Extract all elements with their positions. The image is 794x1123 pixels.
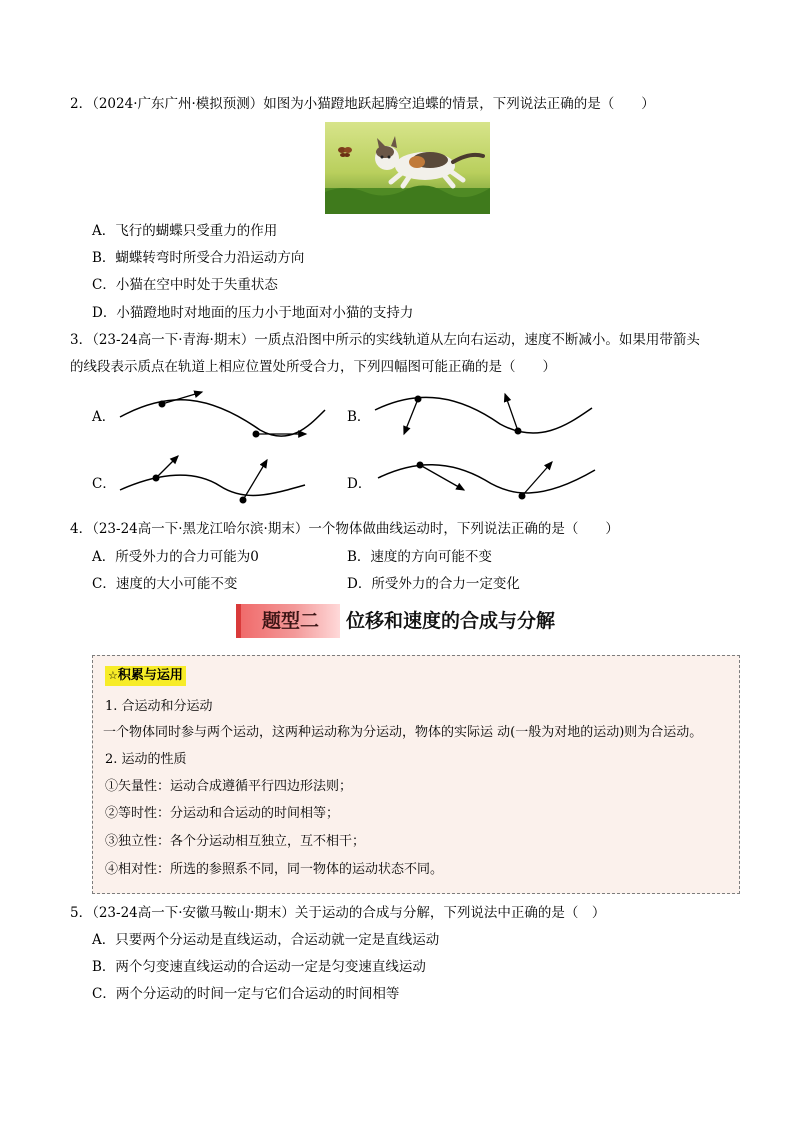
knowledge-box xyxy=(92,655,740,894)
knowledge-line-2: 一个物体同时参与两个运动，这两种运动称为分运动，物体的实际运 动(一般为对地的运动)则为合运动。 xyxy=(103,725,703,740)
diagram-b-label: B． xyxy=(347,409,371,425)
section-tag: 题型二 xyxy=(236,604,340,638)
knowledge-line-6: ③独立性：各个分运动相互独立，互不相干； xyxy=(105,834,366,849)
knowledge-box-title-text: 积累与运用 xyxy=(117,668,183,683)
q2-option-b: B．蝴蝶转弯时所受合力沿运动方向 xyxy=(92,250,305,266)
q2-option-d: D．小猫蹬地时对地面的压力小于地面对小猫的支持力 xyxy=(92,305,414,321)
diagram-a xyxy=(110,385,335,445)
kitten-butterfly-photo xyxy=(325,122,490,214)
knowledge-box-title xyxy=(105,666,186,686)
knowledge-line-7: ④相对性：所选的参照系不同，同一物体的运动状态不同。 xyxy=(105,862,444,877)
q3-stem-line2: 的线段表示质点在轨道上相应位置处所受合力，下列四幅图可能正确的是（ ） xyxy=(70,359,556,375)
q2-stem: 2．（2024·广东广州·模拟预测）如图为小猫蹬地跃起腾空追蝶的情景，下列说法正确的是（ ） xyxy=(70,96,655,112)
diagram-c xyxy=(110,450,310,510)
knowledge-line-5: ②等时性：分运动和合运动的时间相等； xyxy=(105,806,340,821)
q3-stem-line1: 3．（23-24高一下·青海·期末）一质点沿图中所示的实线轨道从左向右运动，速度不断减小。如果用带箭头 xyxy=(70,332,700,348)
q4-option-c: C．速度的大小可能不变 xyxy=(92,576,238,592)
knowledge-line-1: 1. 合运动和分运动 xyxy=(105,699,213,714)
section-title: 位移和速度的合成与分解 xyxy=(346,610,556,632)
knowledge-line-3: 2. 运动的性质 xyxy=(105,752,187,767)
q5-stem: 5．（23-24高一下·安徽马鞍山·期末）关于运动的合成与分解，下列说法中正确的是（ ） xyxy=(70,905,606,921)
diagram-d xyxy=(370,450,600,505)
diagram-c-label: C． xyxy=(92,476,116,492)
q5-option-b: B．两个匀变速直线运动的合运动一定是匀变速直线运动 xyxy=(92,959,426,975)
q4-option-b: B．速度的方向可能不变 xyxy=(347,549,492,565)
q4-stem: 4．（23-24高一下·黑龙江哈尔滨·期末）一个物体做曲线运动时，下列说法正确的是（ ） xyxy=(70,521,619,537)
q4-option-a: A．所受外力的合力可能为0 xyxy=(92,549,259,565)
q5-option-c: C．两个分运动的时间一定与它们合运动的时间相等 xyxy=(92,986,400,1002)
diagram-b xyxy=(370,388,600,443)
diagram-a-label: A． xyxy=(92,409,116,425)
star-icon: ☆ xyxy=(108,669,118,682)
q4-option-d: D．所受外力的合力一定变化 xyxy=(347,576,520,592)
knowledge-line-4: ①矢量性：运动合成遵循平行四边形法则； xyxy=(105,779,353,794)
q5-option-a: A．只要两个分运动是直线运动，合运动就一定是直线运动 xyxy=(92,932,440,948)
diagram-d-label: D． xyxy=(347,476,372,492)
q2-option-a: A．飞行的蝴蝶只受重力的作用 xyxy=(92,223,278,239)
q2-option-c: C．小猫在空中时处于失重状态 xyxy=(92,277,278,293)
